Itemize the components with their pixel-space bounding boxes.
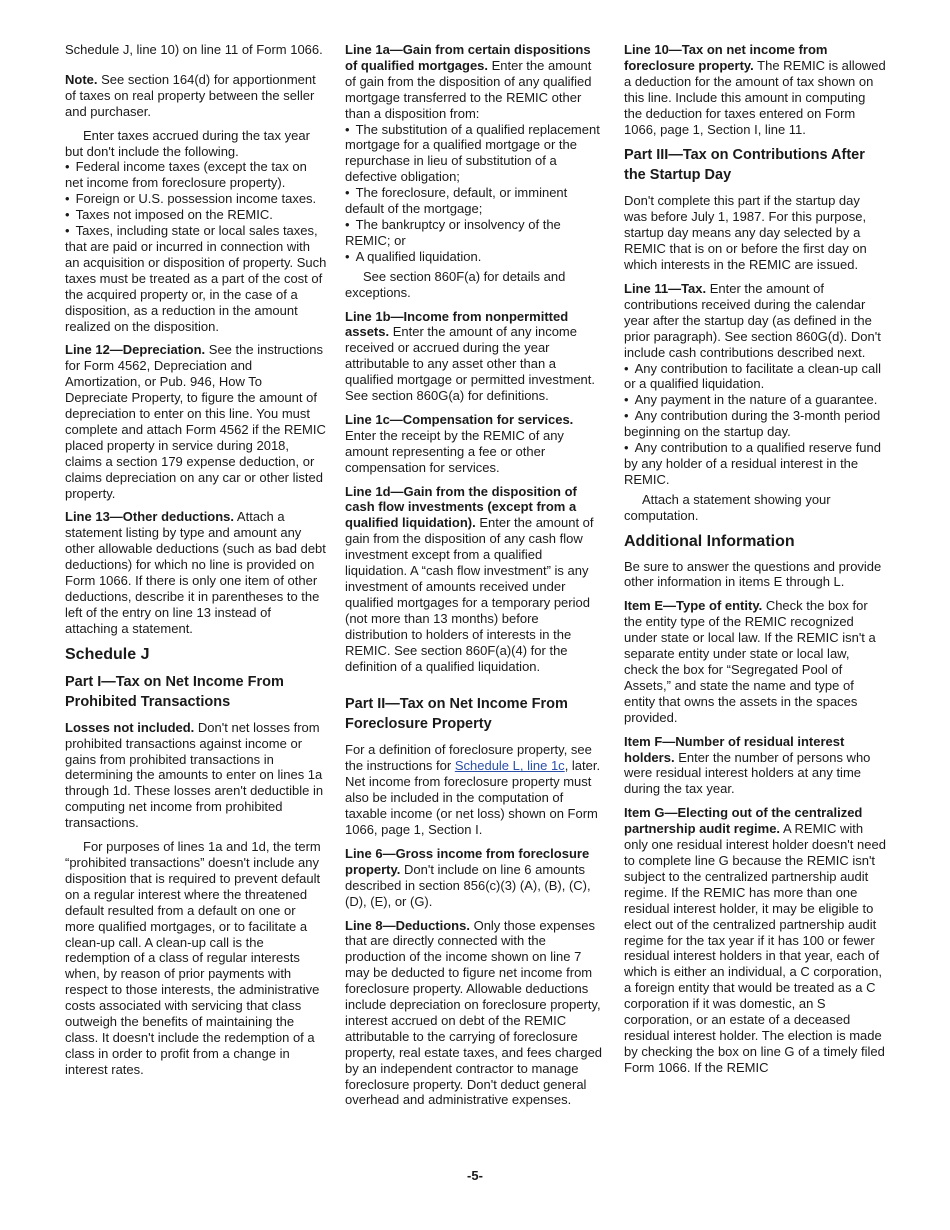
list-item: • The substitution of a qualified replacement mortgage for a qualified mortgage or the repurchase in lieu of substitution of a defective obligation;: [345, 122, 605, 186]
page-number: -5-: [467, 1168, 483, 1183]
prohibited-transactions-paragraph: For purposes of lines 1a and 1d, the term “prohibited transactions” doesn't include any disposition that is required to prevent default on a regular interest where the threatened default resulted from a default on one or more qualified mortgages, or to facilitate a clean-up call. A clean-up call is the redemption of a class of regular interests when, by reason of prior payments with respect to those interests, the administrative costs associated with servicing that class outweigh the benefits of maintaining the class. It doesn't include the redemption of a class in order to profit from a change in interest rates.: [65, 839, 321, 1077]
line-1c-paragraph: [345, 412, 605, 476]
part-3-heading: Part III—Tax on Contributions After the Startup Day: [624, 147, 865, 184]
line-1b-paragraph: [345, 309, 605, 404]
part-2-heading: Part II—Tax on Net Income From Foreclosure Property: [345, 696, 568, 733]
part-1-heading: Part I—Tax on Net Income From Prohibited Transactions: [65, 673, 284, 710]
line-1a-text: Enter the amount of gain from the disposition of any qualified mortgage transferred to the REMIC other than a disposition from:: [345, 57, 592, 121]
line-13-heading: Line 13—Other deductions.: [65, 509, 235, 525]
item-g-heading: Item G—Electing out of the centralized partnership audit regime.: [624, 805, 863, 837]
startup-paragraph: Don't complete this part if the startup day was before July 1, 1987. For this purpose, startup day means any day selected by a REMIC that is on or before the first day on which interests in the REMIC are issued.: [624, 193, 867, 273]
item-f-text: Enter the number of persons who were residual interest holders at any time during the tax year.: [624, 749, 871, 797]
see-860f-paragraph: See section 860F(a) for details and exceptions.: [345, 268, 566, 300]
line-6-heading: Line 6—Gross income from foreclosure property.: [345, 845, 590, 877]
foreclosure-definition-paragraph: [345, 742, 605, 837]
note-text: See section 164(d) for apportionment of taxes on real property between the seller and purchaser.: [65, 71, 316, 119]
line-1b-text: Enter the amount of any income received or accrued during the year attributable to any asset other than a qualified mortgage or permitted investment. See section 860G(a) for definitions.: [345, 324, 596, 404]
line-6-text: Don't include on line 6 amounts described in section 856(c)(3) (A), (B), (C), (D), (E), or (G).: [345, 861, 591, 909]
line-13-paragraph: [65, 509, 327, 636]
line-6-paragraph: [345, 846, 605, 910]
list-item: • The foreclosure, default, or imminent default of the mortgage;: [345, 185, 605, 217]
note-label: Note.: [65, 71, 98, 87]
list-item: • Taxes, including state or local sales taxes, that are paid or incurred in connection with an acquisition or disposition of property. Such taxes must be treated as a part of the cost of the acquired property or, in the case of a disposition, as a reduction in the amount realized on the disposition.: [65, 223, 327, 334]
line-11-heading: Line 11—Tax.: [624, 280, 707, 296]
item-f-heading: Item F—Number of residual interest holders.: [624, 733, 845, 765]
list-item: • Any contribution during the 3-month period beginning on the startup day.: [624, 408, 886, 440]
list-item: • A qualified liquidation.: [345, 249, 605, 265]
additional-information-heading: Additional Information: [624, 532, 795, 550]
losses-text: Don't net losses from prohibited transactions against income or gains from prohibited transactions in determining the amounts to enter on lines 1a through 1d. These losses aren't deductible in computing net income from prohibited transactions.: [65, 719, 324, 831]
line-10-paragraph: [624, 42, 886, 137]
list-item: • Any payment in the nature of a guarantee.: [624, 392, 886, 408]
line-1d-text: Enter the amount of gain from the disposition of any cash flow investment except from a qualified liquidation. A “cash flow investment” is any investment of amounts received under qualified mortgages for a temporary period (not more than 13 months) before distribution to holders of interests in the REMIC. See section 860F(a)(4) for the definition of a qualified liquidation.: [345, 515, 594, 674]
line-8-heading: Line 8—Deductions.: [345, 917, 470, 933]
item-g-text: A REMIC with only one residual interest holder doesn't need to complete line G because the REMIC isn't subject to the centralized partnership audit regime. If the REMIC has more than one residual interest holder, it may be eligible to elect out of the centralized partnership audit regime for the tax year if it has 100 or fewer residual interest holders in that year, each of which is either an individual, a C corporation, a foreign entity that would be treated as a C corporation if it was domestic, an S corporation, or an estate of a deceased residual interest holder. The election is made by checking the box on line G of a timely filed Form 1066. If the REMIC: [624, 821, 886, 1075]
line-8-paragraph: [345, 918, 605, 1109]
column-2: [345, 42, 605, 1116]
line-12-paragraph: [65, 342, 327, 501]
additional-information-text: Be sure to answer the questions and provide other information in items E through L.: [624, 558, 882, 590]
line-1a-heading: Line 1a—Gain from certain dispositions of qualified mortgages.: [345, 42, 591, 73]
line-1a-bullet-list: [345, 122, 605, 265]
list-item: • Federal income taxes (except the tax on net income from foreclosure property).: [65, 159, 327, 191]
line-1d-heading: Line 1d—Gain from the disposition of cash flow investments (except from a qualified liquidation).: [345, 483, 577, 531]
line-11-paragraph: [624, 281, 886, 361]
taxes-bullet-list: [65, 159, 327, 334]
list-item: • Any contribution to facilitate a clean-up call or a qualified liquidation.: [624, 361, 886, 393]
item-e-heading: Item E—Type of entity.: [624, 598, 763, 614]
line-1c-heading: Line 1c—Compensation for services.: [345, 411, 574, 427]
column-3: [624, 42, 886, 1084]
line-10-heading: Line 10—Tax on net income from foreclosure property.: [624, 42, 828, 73]
losses-heading: Losses not included.: [65, 719, 195, 735]
list-item: • Foreign or U.S. possession income taxes.: [65, 191, 327, 207]
column-1: [65, 42, 327, 1086]
line-12-heading: Line 12—Depreciation.: [65, 342, 206, 358]
line-1c-text: Enter the receipt by the REMIC of any amount representing a fee or other compensation for services.: [345, 427, 564, 475]
line-1d-paragraph: [345, 484, 605, 675]
paragraph-continuation: Schedule J, line 10) on line 11 of Form 1066.: [65, 42, 323, 57]
note-paragraph: [65, 72, 327, 120]
item-g-paragraph: [624, 805, 886, 1075]
line-8-text: Only those expenses that are directly connected with the production of the income shown on line 7 may be deducted to figure net income from foreclosure property. Allowable deductions include depreciation on foreclosure property, interest accrued on debt of the REMIC attributable to the carrying of foreclosure property, real estate taxes, and fees charged by an independent contractor to manage foreclosure property. Don't deduct general overhead and administrative expenses.: [345, 917, 603, 1108]
list-item: • Taxes not imposed on the REMIC.: [65, 207, 327, 223]
schedule-j-heading: Schedule J: [65, 645, 150, 663]
taxes-intro: Enter taxes accrued during the tax year but don't include the following.: [65, 127, 310, 159]
line-12-text: See the instructions for Form 4562, Depreciation and Amortization, or Pub. 946, How To Depreciate Property, to figure the amount of depreciation to enter on this line. You must complete and attach Form 4562 if the REMIC placed property in service during 2018, claims a section 179 expense deduction, or claims depreciation on any car or other listed property.: [65, 342, 326, 501]
list-item: • The bankruptcy or insolvency of the REMIC; or: [345, 217, 605, 249]
list-item: • Any contribution to a qualified reserve fund by any holder of a residual interest in the REMIC.: [624, 440, 886, 488]
foreclosure-text-post: , later. Net income from foreclosure property must also be included in the computation of taxable income (or net loss) shown on Form 1066, page 1, Section I.: [345, 758, 601, 837]
item-e-paragraph: [624, 598, 886, 725]
line-13-text: Attach a statement listing by type and amount any other allowable deductions (such as bad debt deductions) for which no line is provided on Form 1066. If there is only one item of other deductions, describe it in parentheses to the left of the entry on line 13 instead of attaching a statement.: [65, 509, 326, 636]
line-1b-heading: Line 1b—Income from nonpermitted assets.: [345, 308, 569, 340]
item-e-text: Check the box for the entity type of the REMIC recognized under state or local law. If the REMIC isn't a separate entity under state or local law, check the box for “Segregated Pool of Assets,” and state the name and type of entity that owns the assets in the spaces provided.: [624, 598, 876, 725]
foreclosure-text-pre: For a definition of foreclosure property, see the instructions for: [345, 742, 592, 774]
attach-statement-paragraph: Attach a statement showing your computation.: [624, 491, 831, 523]
line-11-bullet-list: [624, 361, 886, 488]
line-1a-paragraph: [345, 42, 605, 122]
item-f-paragraph: [624, 734, 886, 798]
losses-paragraph: [65, 720, 327, 831]
line-11-text: Enter the amount of contributions received during the calendar year after the startup day (as defined in the prior paragraph). See section 860G(d). Don't include cash contributions described next.: [624, 280, 881, 360]
line-10-text: The REMIC is allowed a deduction for the amount of tax shown on this line. Include this amount in computing the deduction for taxes entered on Form 1066, page 1, Section I, line 11.: [624, 57, 886, 137]
schedule-l-line-1c-link[interactable]: Schedule L, line 1c: [454, 758, 565, 774]
